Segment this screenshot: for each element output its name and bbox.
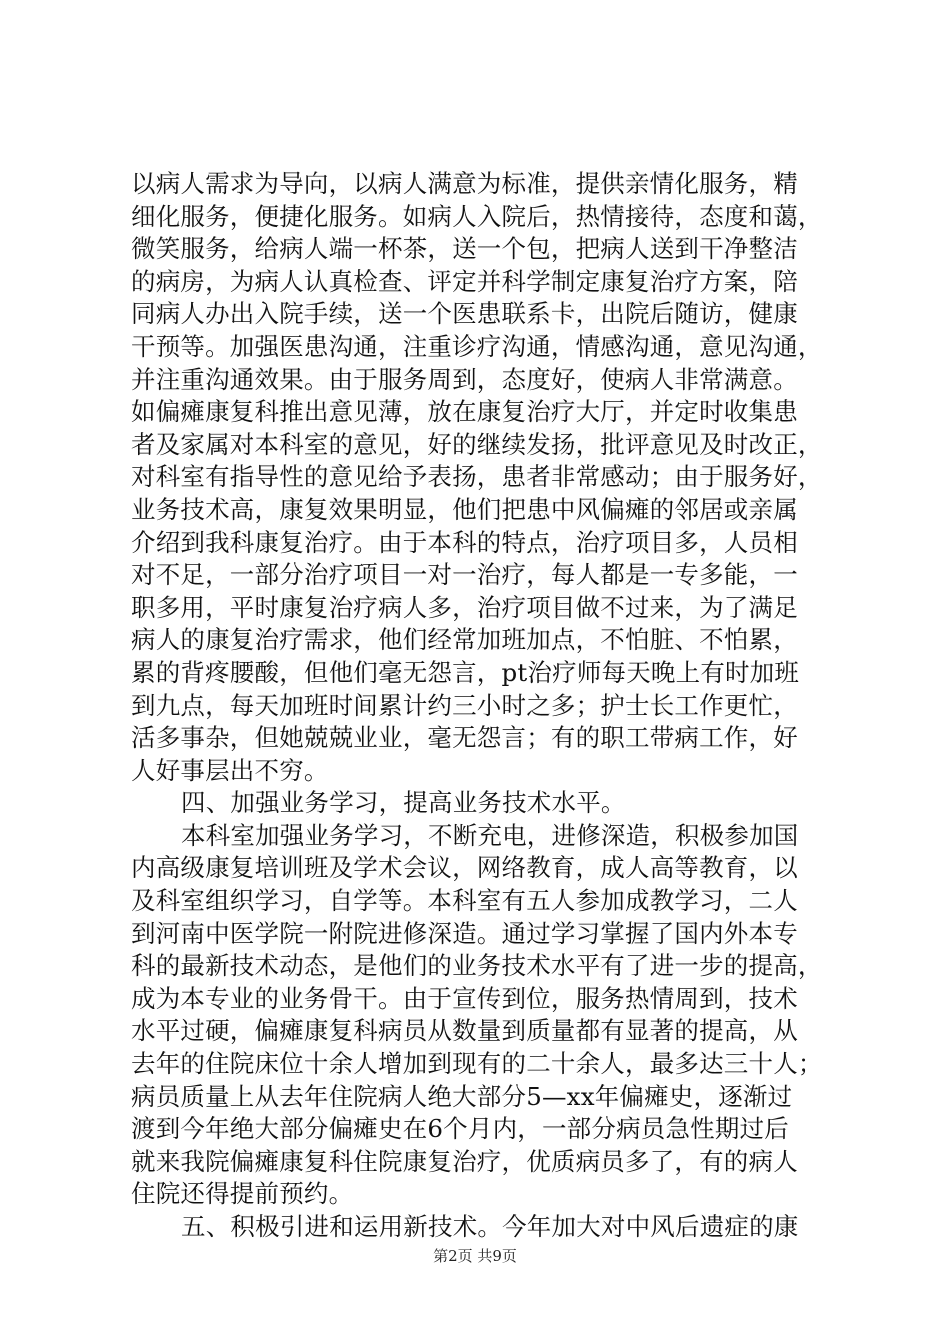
text-line: 对不足，一部分治疗项目一对一治疗，每人都是一专多能，一 [131,560,798,590]
text-line: 以病人需求为导向，以病人满意为标准，提供亲情化服务，精 [131,169,798,198]
text-line: 累的背疼腰酸，但他们毫无怨言，pt治疗师每天晚上有时加班 [131,657,800,687]
text-line: 水平过硬，偏瘫康复科病员从数量到质量都有显著的提高，从 [131,1016,798,1046]
text-line: 并注重沟通效果。由于服务周到，态度好，使病人非常满意。 [131,364,798,394]
text-line: 的病房，为病人认真检查、评定并科学制定康复治疗方案，陪 [131,266,798,296]
text-line: 渡到今年绝大部分偏瘫史在6个月内，一部分病员急性期过后 [131,1114,789,1144]
text-line: 病员质量上从去年住院病人绝大部分5—xx年偏瘫史，逐渐过 [131,1081,793,1111]
text-line: 到河南中医学院一附院进修深造。通过学习掌握了国内外本专 [131,918,798,948]
text-line: 同病人办出入院手续，送一个医患联系卡，出院后随访，健康 [131,299,798,329]
page-footer: 第2页 共9页 [433,1247,517,1265]
text-line: 病人的康复治疗需求，他们经常加班加点，不怕脏、不怕累， [131,625,798,655]
text-line: 者及家属对本科室的意见，好的继续发扬，批评意见及时改正， [131,429,823,459]
text-line: 微笑服务，给病人端一杯茶，送一个包，把病人送到干净整洁 [131,234,798,264]
text-line: 及科室组织学习，自学等。本科室有五人参加成教学习，二人 [131,886,798,916]
text-line: 成为本专业的业务骨干。由于宣传到位，服务热情周到，技术 [131,983,798,1013]
text-line: 人好事层出不穷。 [131,755,329,785]
text-line: 就来我院偏瘫康复科住院康复治疗，优质病员多了，有的病人 [131,1146,798,1176]
text-line: 干预等。加强医患沟通，注重诊疗沟通，情感沟通，意见沟通， [131,331,823,361]
text-line: 职多用，平时康复治疗病人多，治疗项目做不过来，为了满足 [131,592,798,622]
text-line: 四、加强业务学习，提高业务技术水平。 [181,788,626,818]
text-line: 业务技术高，康复效果明显，他们把患中风偏瘫的邻居或亲属 [131,494,798,524]
text-line: 细化服务，便捷化服务。如病人入院后，热情接待，态度和蔼， [131,201,823,231]
text-line: 内高级康复培训班及学术会议，网络教育，成人高等教育，以 [131,853,798,883]
text-line: 到九点，每天加班时间累计约三小时之多；护士长工作更忙， [131,690,798,720]
text-line: 科的最新技术动态，是他们的业务技术水平有了进一步的提高， [131,951,823,981]
text-line: 去年的住院床位十余人增加到现有的二十余人，最多达三十人； [131,1049,823,1079]
text-line: 活多事杂，但她兢兢业业，毫无怨言；有的职工带病工作，好 [131,723,798,753]
text-line: 本科室加强业务学习，不断充电，进修深造，积极参加国 [181,820,799,850]
document-body [131,168,831,1244]
text-line: 如偏瘫康复科推出意见薄，放在康复治疗大厅，并定时收集患 [131,397,798,427]
text-line: 五、积极引进和运用新技术。今年加大对中风后遗症的康 [181,1212,799,1241]
text-line: 住院还得提前预约。 [131,1179,354,1209]
text-line: 对科室有指导性的意见给予表扬，患者非常感动；由于服务好， [131,462,823,492]
text-line: 介绍到我科康复治疗。由于本科的特点，治疗项目多，人员相 [131,527,798,557]
